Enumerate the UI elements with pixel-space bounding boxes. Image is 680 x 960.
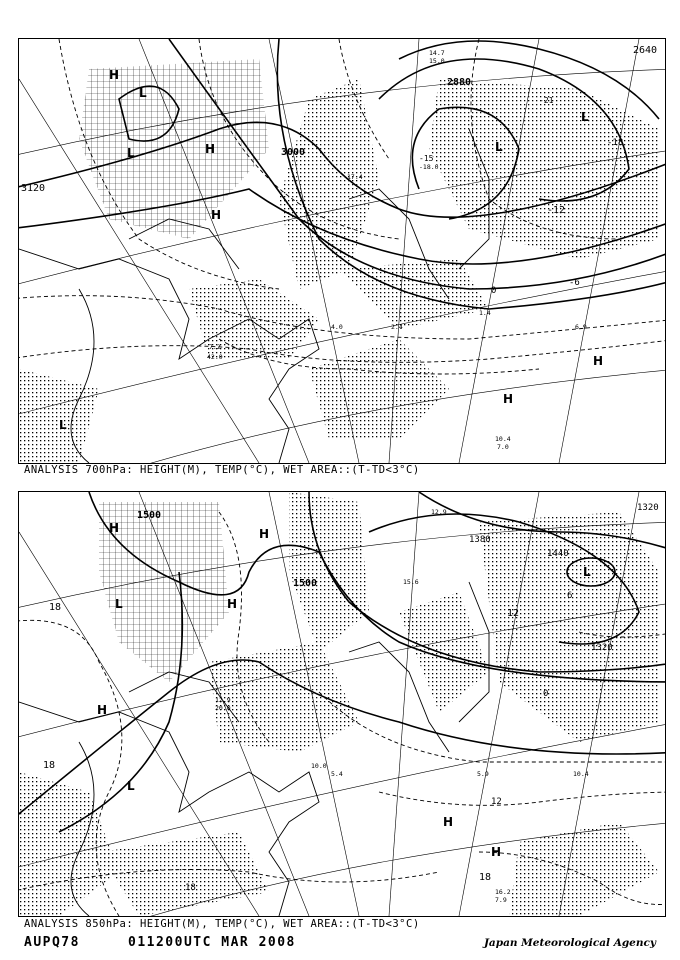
temp-label: -18 bbox=[607, 138, 624, 148]
high-center: H bbox=[109, 521, 120, 535]
station-value: 14.7 bbox=[429, 49, 445, 57]
height-label: 3120 bbox=[21, 183, 46, 194]
height-label: 1320 bbox=[637, 503, 659, 513]
analysis-time: 011200UTC MAR 2008 bbox=[128, 935, 296, 950]
low-center: L bbox=[139, 86, 147, 100]
station-value: 7.0 bbox=[497, 443, 509, 451]
high-center: H bbox=[503, 392, 514, 406]
high-center: H bbox=[443, 815, 454, 829]
temp-label: 0 bbox=[491, 286, 497, 296]
temp-label: 18 bbox=[479, 872, 492, 883]
high-center: H bbox=[211, 208, 222, 222]
temp-label: -6 bbox=[569, 278, 580, 288]
high-center: H bbox=[593, 354, 604, 368]
map-700-canvas bbox=[19, 39, 665, 463]
temp-label: 0 bbox=[543, 689, 549, 699]
high-center: H bbox=[259, 527, 270, 541]
high-center: H bbox=[491, 845, 502, 859]
station-value: 5.9 bbox=[477, 770, 489, 778]
station-value: 15.0 bbox=[429, 57, 445, 65]
station-value: 5.4 bbox=[331, 770, 343, 778]
station-value: 42.0 bbox=[207, 353, 223, 361]
high-center: H bbox=[97, 703, 108, 717]
station-value: 7.2 bbox=[209, 343, 221, 351]
caption-850hpa: ANALYSIS 850hPa: HEIGHT(M), TEMP(°C), WET AREA::(T-TD<3°C) bbox=[24, 918, 420, 930]
station-value: 20.0 bbox=[215, 704, 231, 712]
high-center: H bbox=[205, 142, 216, 156]
station-value: 12.9 bbox=[215, 696, 231, 704]
station-value: 17.4 bbox=[347, 173, 363, 181]
height-label: 2880 bbox=[447, 77, 472, 88]
height-label: 1440 bbox=[547, 549, 569, 559]
low-center: L bbox=[495, 140, 503, 154]
station-value: 15.6 bbox=[403, 578, 419, 586]
agency-name: Japan Meteorological Agency bbox=[483, 937, 656, 949]
bulletin-code: AUPQ78 bbox=[24, 935, 80, 950]
height-label: 1500 bbox=[137, 510, 162, 521]
station-value: 2.4 bbox=[391, 323, 403, 331]
map-850-canvas bbox=[19, 492, 665, 916]
station-value: 1.4 bbox=[479, 309, 491, 317]
height-label: 2640 bbox=[633, 45, 658, 56]
station-value: 12.9 bbox=[431, 508, 447, 516]
station-value: 4.0 bbox=[331, 323, 343, 331]
temp-label: 6 bbox=[567, 591, 573, 601]
high-center: H bbox=[227, 597, 238, 611]
height-label: 1320 bbox=[591, 643, 613, 653]
wet-area-shading bbox=[19, 59, 659, 463]
temp-label: -15 bbox=[419, 154, 434, 163]
low-center: L bbox=[583, 565, 591, 579]
high-center: H bbox=[109, 68, 120, 82]
station-value: 10.0 bbox=[311, 762, 327, 770]
caption-700hpa: ANALYSIS 700hPa: HEIGHT(M), TEMP(°C), WET AREA::(T-TD<3°C) bbox=[24, 464, 420, 476]
height-label: 1500 bbox=[293, 578, 318, 589]
station-value: -18.0 bbox=[419, 163, 439, 171]
temp-label: -21 bbox=[539, 96, 554, 105]
temp-label: 18 bbox=[43, 760, 56, 771]
height-label: 3000 bbox=[281, 147, 306, 158]
low-center: L bbox=[59, 418, 67, 432]
low-center: L bbox=[127, 779, 135, 793]
station-value: 7.9 bbox=[495, 896, 507, 904]
station-value: 16.2 bbox=[495, 888, 511, 896]
map-panel-700hpa bbox=[18, 38, 666, 464]
temp-label: 18 bbox=[185, 883, 196, 893]
low-center: L bbox=[115, 597, 123, 611]
temp-label: 12 bbox=[491, 797, 502, 807]
station-value: 10.4 bbox=[573, 770, 589, 778]
temp-label: -12 bbox=[547, 205, 566, 216]
station-value: 6.9 bbox=[575, 323, 587, 331]
station-value: 10.4 bbox=[495, 435, 511, 443]
low-center: L bbox=[581, 110, 589, 124]
temp-label: 12 bbox=[507, 608, 520, 619]
low-center: L bbox=[127, 146, 135, 160]
temp-label: 18 bbox=[49, 602, 62, 613]
map-panel-850hpa bbox=[18, 491, 666, 917]
height-label: 1380 bbox=[469, 535, 491, 545]
